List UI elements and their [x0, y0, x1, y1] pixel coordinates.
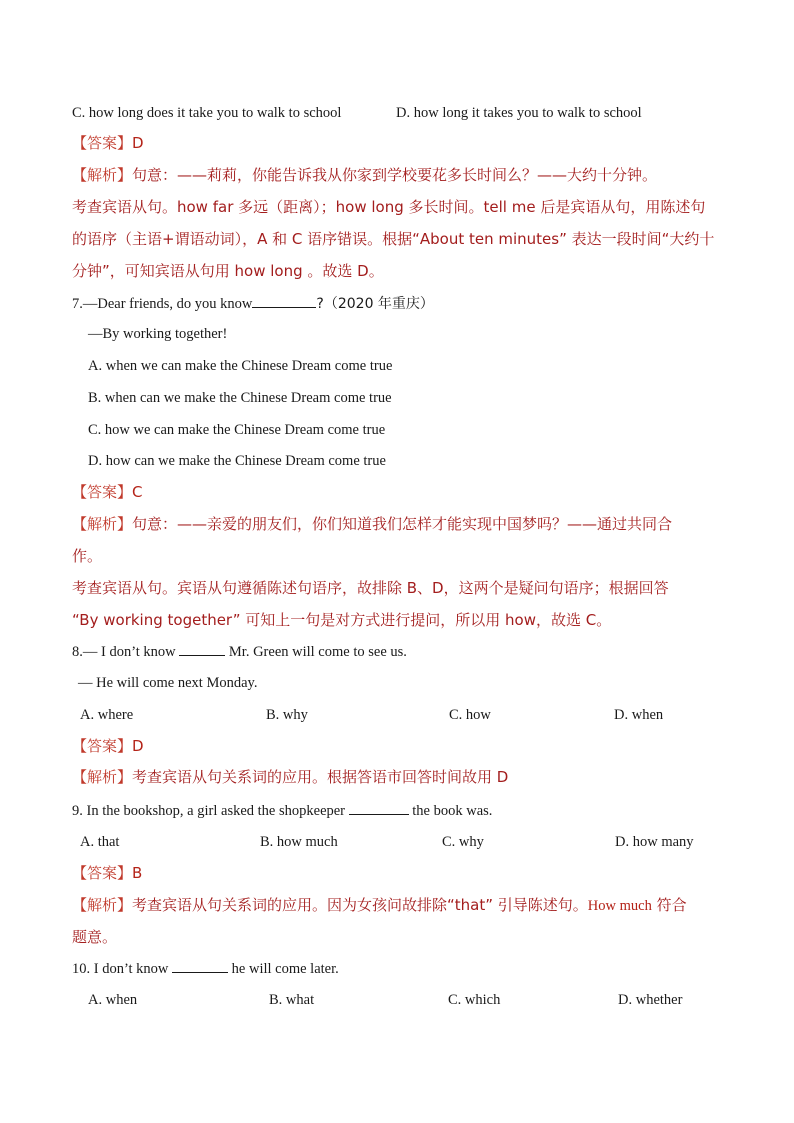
q9-option-a: A. that: [80, 834, 120, 850]
q10-option-b: B. what: [269, 992, 315, 1008]
answer-blank: [179, 641, 225, 656]
answer-value: B: [132, 864, 143, 882]
q10-option-c: C. which: [448, 992, 501, 1008]
answer-blank: [349, 800, 409, 815]
q7-option-b: B. when can we make the Chinese Dream come true: [88, 390, 392, 406]
analysis-tag: 【解析】: [72, 515, 133, 533]
q9-stem: 9. In the bookshop, a girl asked the shopkeeper the book was.: [72, 800, 492, 821]
q10-stem: 10. I don’t know he will come later.: [72, 958, 339, 979]
q6-options-row: [72, 103, 642, 123]
q7-option-a: A. when we can make the Chinese Dream come true: [88, 358, 393, 374]
q6-analysis-line-1: 【解析】句意：——莉莉，你能告诉我从你家到学校要花多长时间么？——大约十分钟。: [72, 166, 658, 184]
q8-option-a: A. where: [80, 707, 134, 723]
q9-options-row: [80, 832, 694, 852]
q8-reply: — He will come next Monday.: [78, 675, 258, 691]
q9-option-d: D. how many: [615, 834, 694, 850]
q8-option-d: D. when: [614, 707, 664, 723]
q6-analysis-line-2: 考查宾语从句。how far 多远（距离）；how long 多长时间。tell me 后是宾语从句，用陈述句: [72, 198, 706, 216]
q10-options-row: [88, 990, 683, 1010]
q8-option-b: B. why: [266, 707, 308, 723]
analysis-tag: 【解析】: [72, 896, 133, 914]
q8-answer: [72, 736, 144, 756]
answer-tag: 【答案】: [72, 737, 133, 755]
q6-analysis-line-3: 的语序（主语+谓语动词），A 和 C 语序错误。根据“About ten minutes” 表达一段时间“大约十: [72, 230, 715, 248]
answer-blank: [252, 293, 316, 308]
analysis-tag: 【解析】: [72, 166, 133, 184]
answer-value: C: [132, 483, 143, 501]
answer-tag: 【答案】: [72, 483, 133, 501]
q7-analysis-line-3: 考查宾语从句。宾语从句遵循陈述句语序，故排除 B、D，这两个是疑问句语序；根据回答: [72, 579, 669, 597]
q8-option-c: C. how: [449, 707, 491, 723]
q6-option-c: C. how long does it take you to walk to school: [72, 105, 342, 121]
answer-blank: [172, 958, 228, 973]
q7-reply: —By working together!: [88, 326, 228, 342]
q9-option-c: C. why: [442, 834, 484, 850]
analysis-tag: 【解析】: [72, 768, 133, 786]
q8-analysis-line-1: 【解析】考查宾语从句关系词的应用。根据答语市回答时间故用 D: [72, 768, 509, 786]
q7-answer: [72, 482, 143, 502]
q9-answer: [72, 863, 142, 883]
answer-tag: 【答案】: [72, 864, 133, 882]
q7-analysis-line-1: 【解析】句意：——亲爱的朋友们，你们知道我们怎样才能实现中国梦吗？——通过共同合: [72, 515, 673, 533]
q9-option-b: B. how much: [260, 834, 338, 850]
answer-value: D: [132, 737, 144, 755]
q7-stem: 7.—Dear friends, do you know ?（2020 年重庆）: [72, 293, 434, 314]
q6-option-d: D. how long it takes you to walk to school: [396, 105, 642, 121]
q9-analysis-line-1: 【解析】考查宾语从句关系词的应用。因为女孩问故排除“that” 引导陈述句。How much 符合: [72, 896, 687, 914]
q9-analysis-line-2: 题意。: [72, 928, 118, 946]
answer-value: D: [132, 134, 144, 152]
q10-option-a: A. when: [88, 992, 138, 1008]
q7-analysis-line-2: 作。: [72, 547, 103, 565]
q8-stem: 8.— I don’t know Mr. Green will come to see us.: [72, 641, 407, 662]
answer-tag: 【答案】: [72, 134, 133, 152]
q8-options-row: [80, 705, 664, 725]
q7-analysis-line-4: “By working together” 可知上一句是对方式进行提问，所以用 how，故选 C。: [72, 611, 612, 629]
q7-option-c: C. how we can make the Chinese Dream come true: [88, 422, 386, 438]
q7-option-d: D. how can we make the Chinese Dream come true: [88, 453, 386, 469]
q10-option-d: D. whether: [618, 992, 683, 1008]
q6-analysis-line-4: 分钟”，可知宾语从句用 how long 。故选 D。: [72, 262, 384, 280]
q6-answer: [72, 133, 144, 153]
